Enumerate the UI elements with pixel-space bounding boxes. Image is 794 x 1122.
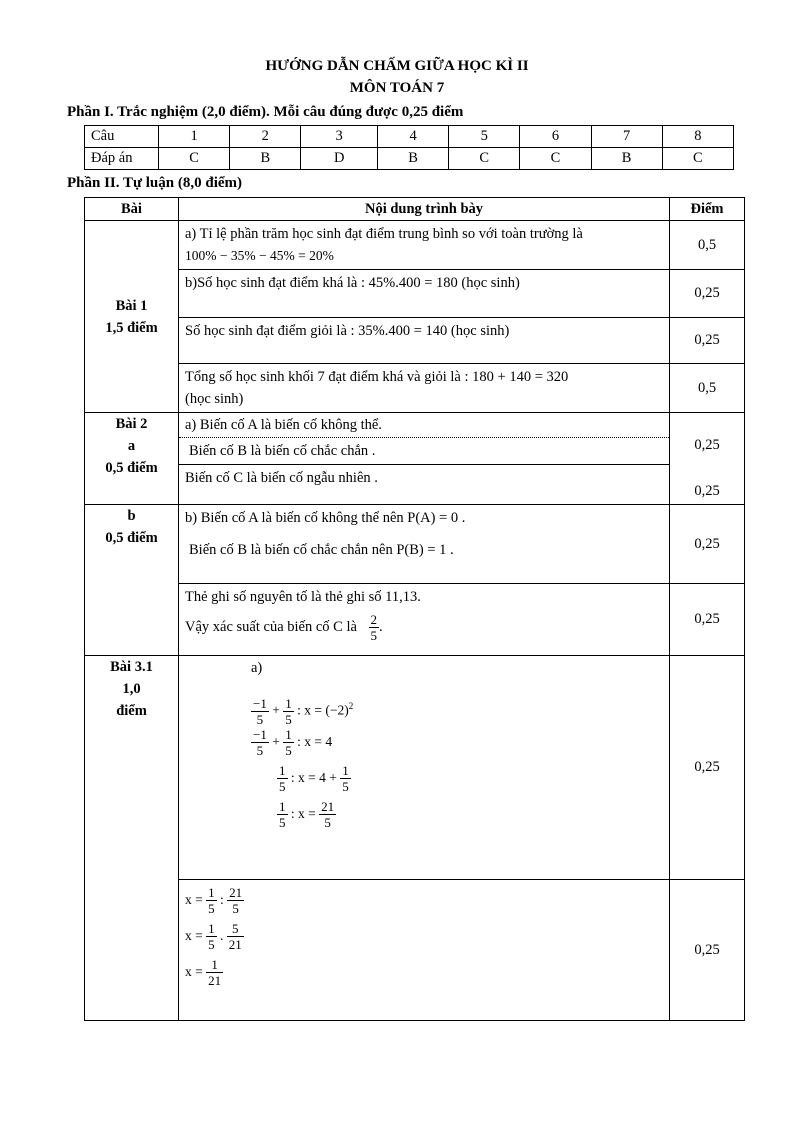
answer-value: B (591, 148, 662, 170)
equation-step (185, 918, 663, 954)
fraction-denominator: 5 (285, 743, 292, 759)
points-value: 0,25 (694, 437, 720, 453)
points-cell: 0,5 (670, 364, 745, 413)
points-cell: 0,25 (670, 505, 745, 584)
equation-text: : x = 4 (297, 734, 333, 749)
bai2-part-b-label: b (127, 508, 136, 524)
bai1-a-line2: 100% − 35% − 45% = 20% (185, 248, 334, 263)
table-row (85, 505, 745, 584)
table-row (85, 221, 745, 270)
equation-step (251, 724, 663, 760)
table-row (85, 880, 745, 1021)
bai2b-row-2 (179, 584, 670, 656)
probability-fraction (369, 612, 380, 643)
fraction-denominator: 21 (228, 937, 242, 953)
fraction-numerator: 1 (279, 763, 286, 779)
bai1-row-d (179, 364, 670, 413)
column-header-content: Nội dung trình bày (179, 198, 670, 221)
period: . (379, 618, 383, 635)
question-label: Câu (85, 126, 159, 148)
fraction-numerator: 1 (285, 727, 292, 743)
equation-text: : x = (290, 806, 316, 821)
question-number: 8 (662, 126, 733, 148)
answer-row (85, 148, 734, 170)
equation-step (251, 760, 663, 796)
bai1-row-c: Số học sinh đạt điểm giỏi là : 35%.400 = 140 (học sinh) (179, 318, 670, 364)
part1-heading: Phần I. Trắc nghiệm (2,0 điểm). Mỗi câu đúng được 0,25 điểm (67, 104, 464, 120)
fraction-numerator: −1 (253, 695, 267, 711)
table-row (85, 318, 745, 364)
bai2a-points-label: 0,5 điểm (105, 460, 158, 476)
bai2a-line2: Biến cố B là biến cố chắc chắn . (179, 438, 669, 465)
exponent: 2 (348, 701, 354, 711)
answer-value: C (159, 148, 230, 170)
equation-step (185, 954, 663, 990)
answer-value: B (230, 148, 301, 170)
table-row (85, 270, 745, 318)
bai2b-line3: Thẻ ghi số nguyên tố là thẻ ghi số 11,13. (185, 589, 421, 605)
fraction-numerator: 1 (342, 763, 349, 779)
plus-sign: + (272, 734, 280, 749)
bai31-label-cell (85, 656, 179, 1021)
table-row (85, 584, 745, 656)
fraction-denominator: 5 (208, 937, 215, 953)
equation-step (251, 796, 663, 832)
fraction-denominator: 5 (342, 779, 349, 795)
question-number: 2 (230, 126, 301, 148)
bai2a-line3: Biến cố C là biến cố ngẫu nhiên . (185, 470, 378, 486)
fraction (277, 799, 288, 830)
equation-step (251, 688, 663, 727)
points-cell: 0,25 (670, 880, 745, 1021)
fraction-numerator: 21 (321, 799, 335, 815)
answer-value: C (520, 148, 591, 170)
question-number: 7 (591, 126, 662, 148)
bai2a-label-cell (85, 413, 179, 505)
points-cell: 0,25 (670, 270, 745, 318)
fraction-denominator: 21 (208, 973, 222, 989)
fraction (227, 885, 244, 916)
fraction-denominator: 5 (256, 711, 264, 727)
fraction-denominator: 5 (324, 815, 331, 831)
doc-title: HƯỚNG DẪN CHẤM GIỮA HỌC KÌ II (265, 58, 529, 74)
fraction-numerator: −1 (253, 727, 267, 743)
bai2-part-a-label: a (127, 438, 136, 454)
fraction-numerator: 21 (229, 885, 243, 901)
answer-value: C (449, 148, 520, 170)
fraction-numerator: 1 (208, 921, 215, 937)
column-header-points: Điểm (670, 198, 745, 221)
bai31-work-1 (179, 656, 670, 880)
fraction (251, 727, 269, 758)
bai31-steps (185, 688, 663, 832)
points-cell: 0,25 (670, 318, 745, 364)
fraction (277, 763, 288, 794)
table-row (85, 413, 745, 505)
fraction (283, 696, 294, 727)
fraction-numerator: 1 (206, 957, 223, 973)
bai2b-line4 (185, 612, 663, 643)
bai31-work-2 (179, 880, 670, 1021)
fraction-denominator: 5 (232, 901, 239, 917)
fraction (283, 727, 294, 758)
fraction (319, 799, 336, 830)
points-cell: 0,25 (670, 584, 745, 656)
bai2b-line1: b) Biến cố A là biến cố không thể nên P(A) = 0 . (185, 510, 466, 526)
bai2a-points-cell (670, 413, 745, 505)
question-number: 5 (449, 126, 520, 148)
bai31-points-unit: điểm (116, 703, 147, 719)
table-row (85, 656, 745, 880)
equation-text: : x = (−2) (297, 702, 349, 718)
fraction (206, 921, 217, 952)
question-number: 4 (377, 126, 448, 148)
bai1-row-b: b)Số học sinh đạt điểm khá là : 45%.400 = 180 (học sinh) (179, 270, 670, 318)
bai31-part-label: a) (251, 660, 263, 676)
points-cell: 0,5 (670, 221, 745, 270)
fraction-numerator: 5 (227, 921, 244, 937)
equation-text: x = (185, 892, 203, 907)
question-row (85, 126, 734, 148)
equation-text: x = (185, 928, 203, 943)
fraction-denominator: 5 (279, 815, 286, 831)
essay-header-row (85, 198, 745, 221)
question-number: 1 (159, 126, 230, 148)
answer-value: B (377, 148, 448, 170)
answer-label: Đáp án (85, 148, 159, 170)
colon-sign: : (220, 892, 224, 907)
question-number: 3 (301, 126, 378, 148)
bai2b-line2: Biến cố B là biến cố chắc chắn nên P(B) = 1 . (189, 542, 454, 558)
fraction-denominator: 5 (279, 779, 286, 795)
table-row (85, 364, 745, 413)
bai2b-label-cell (85, 505, 179, 656)
fraction-numerator: 2 (370, 612, 378, 627)
bai2a-content (179, 413, 670, 505)
fraction-numerator: 1 (279, 799, 286, 815)
bai31-label: Bài 3.1 (110, 659, 153, 675)
bai2a-line1: a) Biến cố A là biến cố không thể. (179, 413, 669, 438)
points-value: 0,25 (694, 483, 720, 499)
fraction-denominator: 5 (285, 711, 292, 727)
doc-subtitle: MÔN TOÁN 7 (349, 80, 445, 96)
equation-text: x = (185, 964, 203, 979)
fraction-denominator: 5 (370, 628, 378, 643)
bai2b-line4-text: Vậy xác suất của biến cố C là (185, 618, 357, 635)
equation-text: : x = 4 + (290, 770, 337, 785)
bai2b-points-label: 0,5 điểm (105, 530, 158, 546)
fraction (340, 763, 351, 794)
bai1-d-line1: Tổng số học sinh khối 7 đạt điểm khá và giỏi là : 180 + 140 = 320 (185, 369, 569, 385)
fraction (227, 921, 244, 952)
bai1-label: Bài 1 (115, 297, 148, 314)
answer-key-table (84, 125, 734, 170)
part2-heading: Phần II. Tự luận (8,0 điểm) (67, 175, 243, 191)
essay-grading-table (84, 197, 745, 1021)
fraction-denominator: 5 (256, 743, 264, 759)
dot-sign: . (220, 928, 224, 943)
bai2b-row-1 (179, 505, 670, 584)
fraction-numerator: 1 (285, 695, 292, 711)
bai1-points-label: 1,5 điểm (105, 319, 158, 336)
fraction (206, 957, 223, 988)
plus-sign: + (272, 702, 280, 718)
fraction (206, 885, 217, 916)
bai2-label: Bài 2 (115, 416, 148, 432)
fraction (251, 696, 269, 727)
answer-value: C (662, 148, 733, 170)
bai1-a-line1: a) Tỉ lệ phần trăm học sinh đạt điểm trung bình so với toàn trường là (185, 226, 583, 242)
bai1-row-a (179, 221, 670, 270)
points-cell: 0,25 (670, 656, 745, 880)
bai31-points-number: 1,0 (122, 681, 141, 697)
fraction-denominator: 5 (208, 901, 215, 917)
bai1-label-cell (85, 221, 179, 413)
column-header-bai: Bài (85, 198, 179, 221)
equation-step (185, 882, 663, 918)
answer-value: D (301, 148, 378, 170)
fraction-numerator: 1 (208, 885, 215, 901)
question-number: 6 (520, 126, 591, 148)
bai1-d-line2: (học sinh) (185, 391, 244, 407)
